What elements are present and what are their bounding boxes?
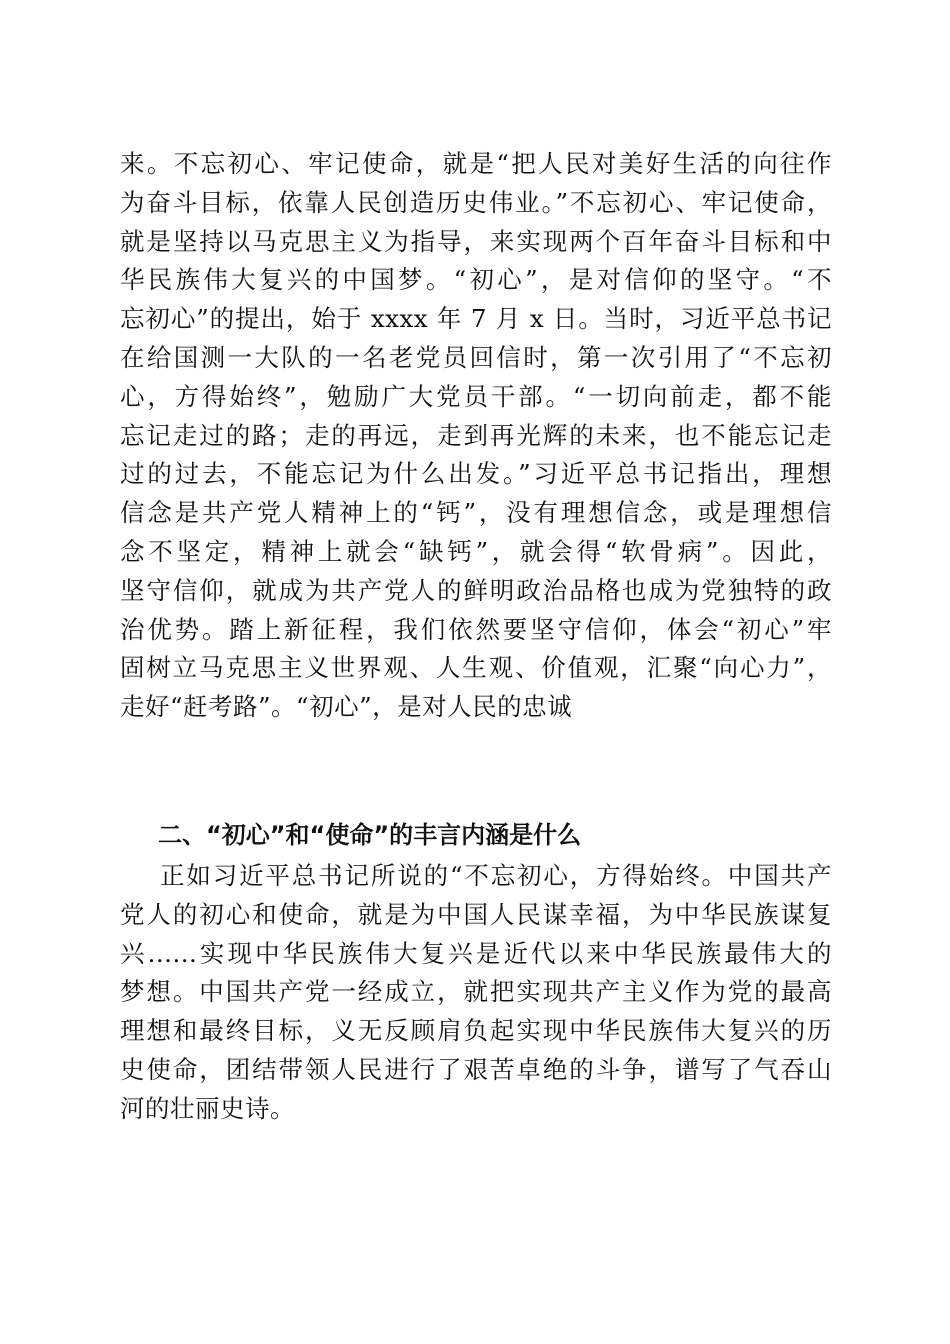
paragraph-line: 就是坚持以马克思主义为指导，来实现两个百年奋斗目标和中 bbox=[120, 226, 832, 256]
paragraph-line: 来。不忘初心、牢记使命，就是“把人民对美好生活的向往作 bbox=[120, 149, 832, 178]
paragraph-line: 史使命，团结带领人民进行了艰苦卓绝的斗争，谱写了气吞山 bbox=[120, 1054, 832, 1084]
section-heading: 二、“初心”和“使命”的丰言内涵是什么 bbox=[158, 821, 582, 849]
paragraph-line: 坚守信仰，就成为共产党人的鲜明政治品格也成为党独特的政 bbox=[120, 575, 832, 605]
paragraph-line: 治优势。踏上新征程，我们依然要坚守信仰，体会“初心”牢 bbox=[120, 614, 832, 644]
paragraph-line: 固树立马克思主义世界观、人生观、价值观，汇聚“向心力”， bbox=[120, 653, 832, 683]
paragraph-line: 走好“赶考路”。“初心”，是对人民的忠诚 bbox=[120, 692, 573, 722]
paragraph-line: 河的壮丽史诗。 bbox=[120, 1093, 295, 1123]
paragraph-line: 念不坚定，精神上就会“缺钙”，就会得“软骨病”。因此， bbox=[120, 536, 832, 566]
paragraph-line: 信念是共产党人精神上的“钙”，没有理想信念，或是理想信 bbox=[120, 498, 832, 528]
paragraph-line: 理想和最终目标，义无反顾肩负起实现中华民族伟大复兴的历 bbox=[120, 1016, 832, 1046]
paragraph-line: 兴......实现中华民族伟大复兴是近代以来中华民族最伟大的 bbox=[120, 938, 832, 968]
paragraph-line: 过的过去，不能忘记为什么出发。”习近平总书记指出，理想 bbox=[120, 459, 832, 489]
paragraph-line: 正如习近平总书记所说的“不忘初心，方得始终。中国共产 bbox=[160, 861, 832, 890]
paragraph-line: 心，方得始终”，勉励广大党员干部。“一切向前走，都不能 bbox=[120, 381, 832, 411]
paragraph-line: 在给国测一大队的一名老党员回信时，第一次引用了“不忘初 bbox=[120, 342, 832, 372]
paragraph-line: 党人的初心和使命，就是为中国人民谋幸福，为中华民族谋复 bbox=[120, 899, 832, 929]
paragraph-line: 忘记走过的路；走的再远，走到再光辉的未来，也不能忘记走 bbox=[120, 420, 832, 450]
paragraph-line: 为奋斗目标，依靠人民创造历史伟业。”不忘初心、牢记使命， bbox=[120, 187, 832, 217]
paragraph-2 bbox=[120, 857, 832, 1129]
paragraph-line: 梦想。中国共产党一经成立，就把实现共产主义作为党的最高 bbox=[120, 977, 832, 1007]
paragraph-1 bbox=[120, 145, 832, 727]
paragraph-line: 忘初心”的提出，始于 xxxx 年 7 月 x 日。当时，习近平总书记 bbox=[120, 304, 832, 334]
paragraph-line: 华民族伟大复兴的中国梦。“初心”，是对信仰的坚守。“不 bbox=[120, 265, 832, 295]
